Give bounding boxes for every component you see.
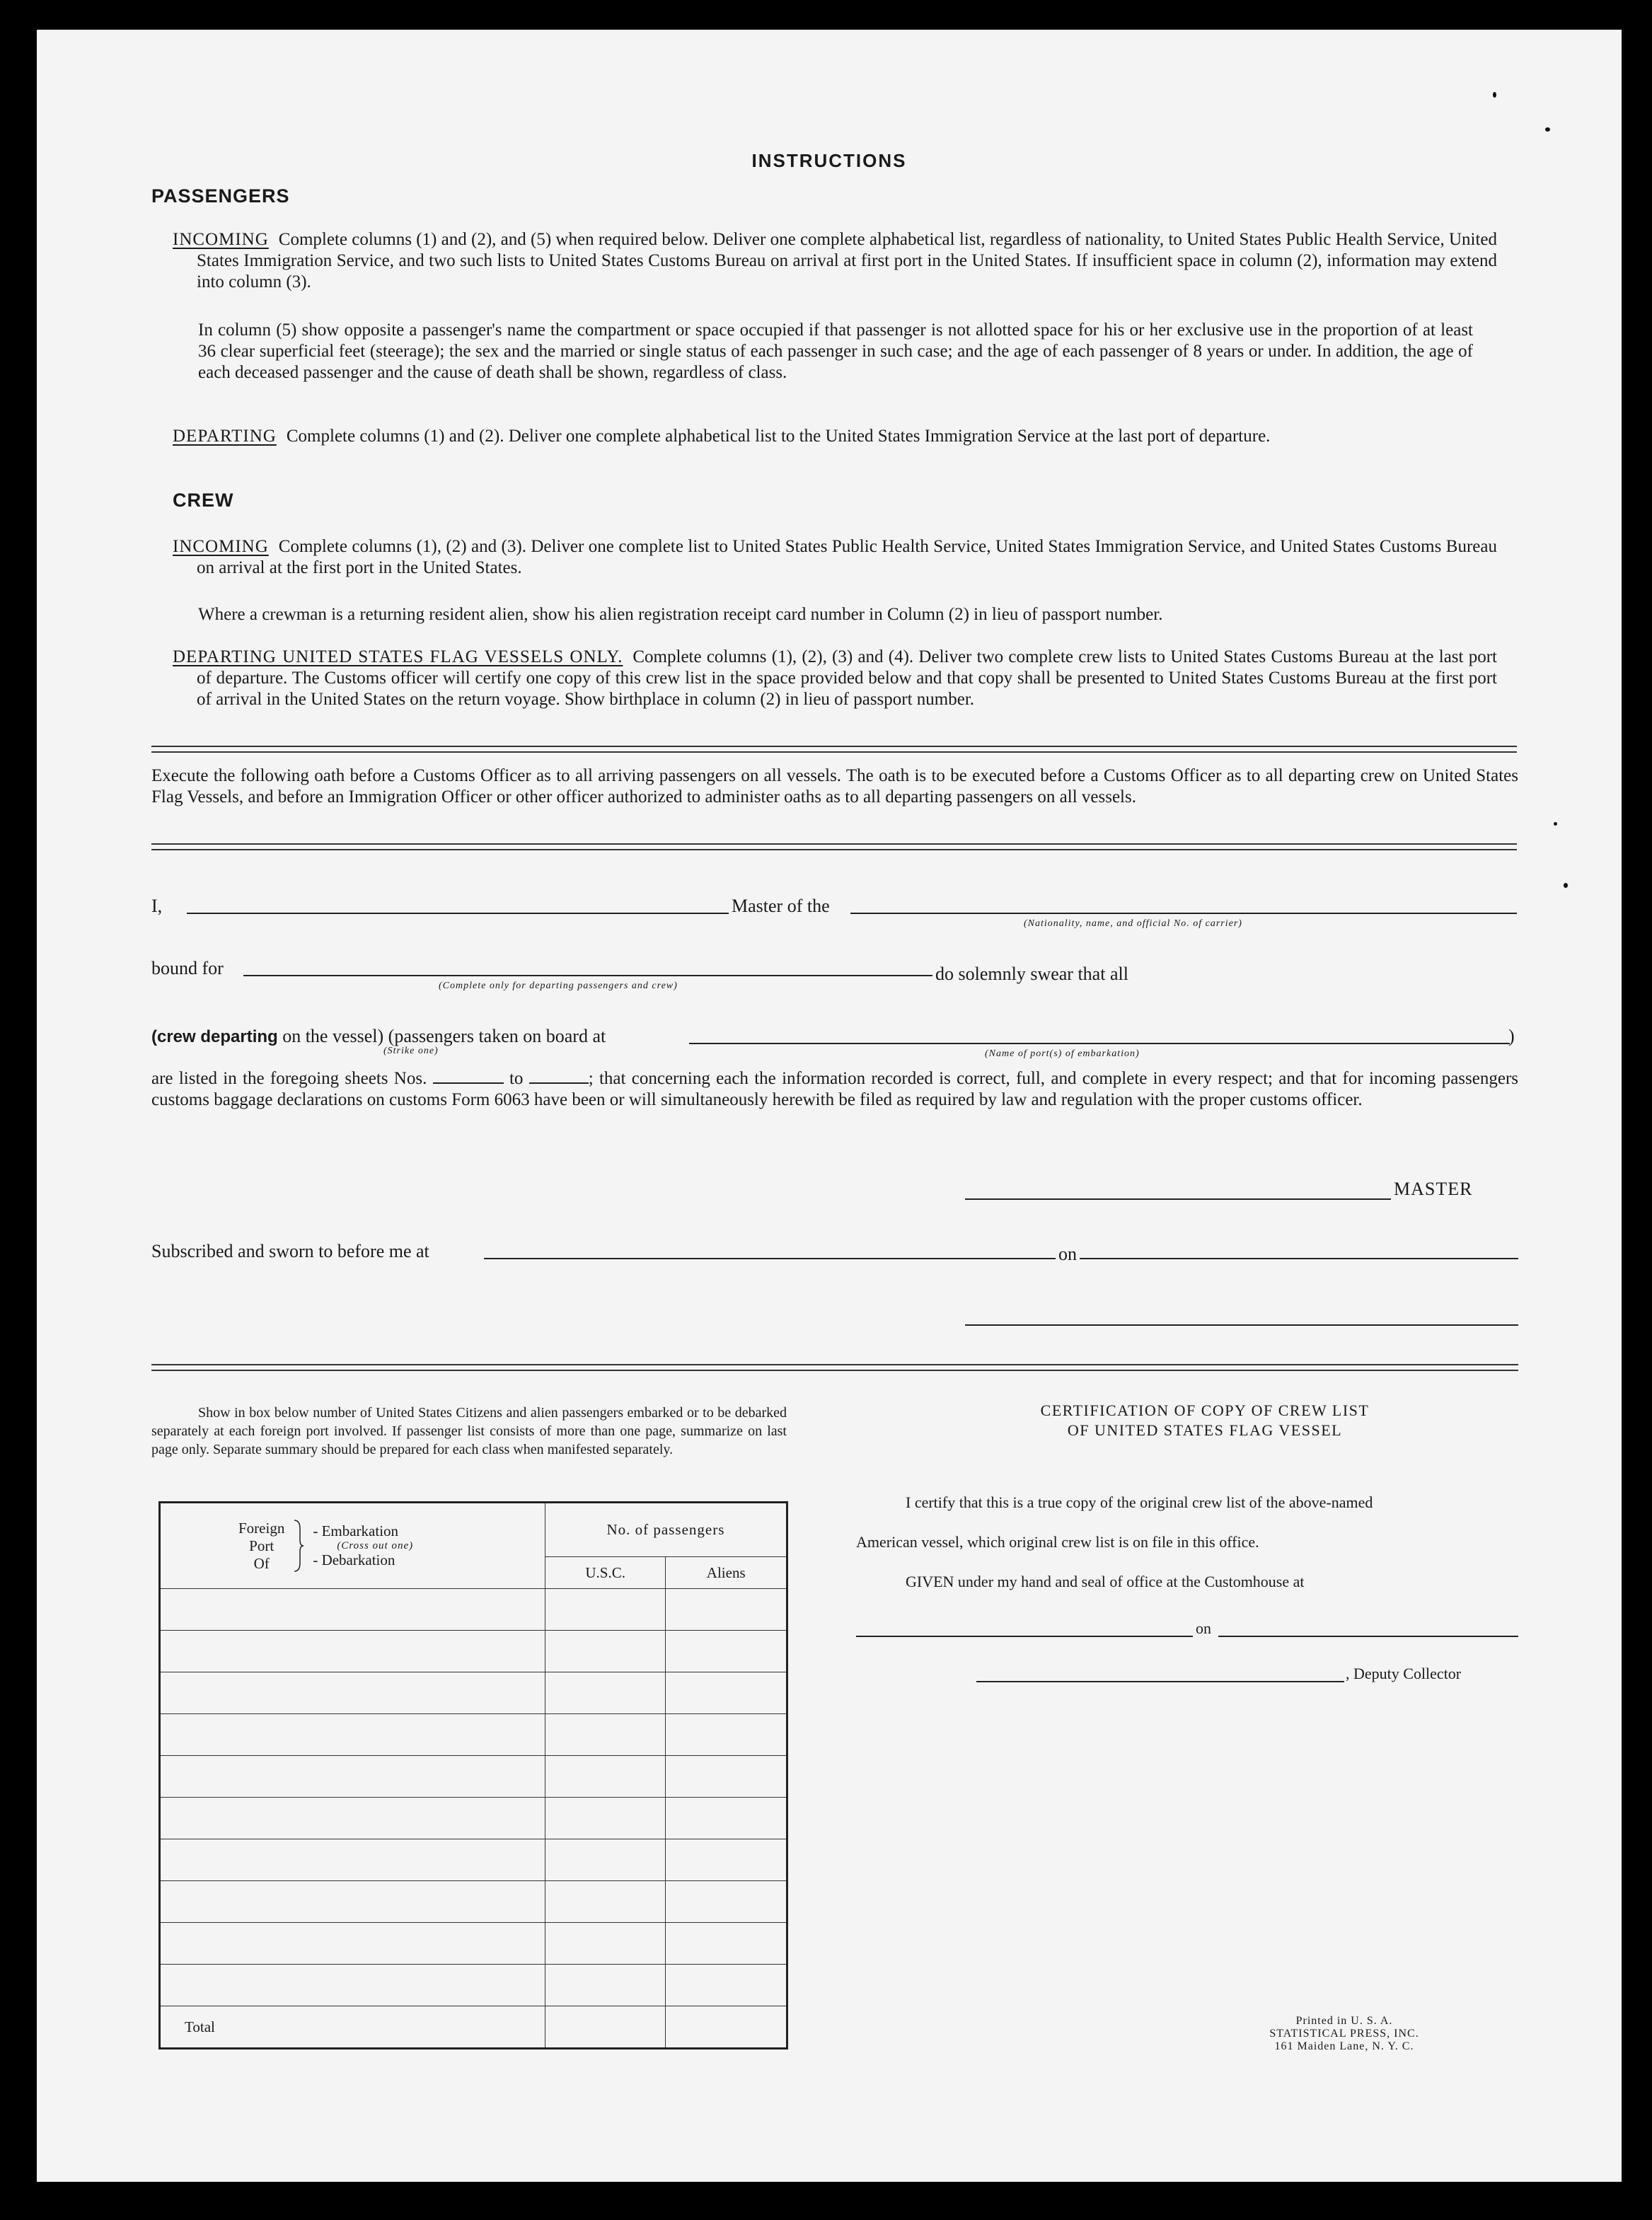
crew-passengers-line [151, 1026, 606, 1047]
oath-instructions-paragraph: Execute the following oath before a Customs Officer as to all arriving passengers on all vessels. The oath is to be executed before a Customs Officer as to all departing crew on United States Flag Vessels, and before an Immigration Officer or other officer authorized to administer oaths as to all departing passengers on all vessels. [151, 766, 1518, 807]
nationality-note: (Nationality, name, and official No. of carrier) [1024, 918, 1242, 929]
form-page [37, 30, 1622, 2182]
i-label: I, [151, 896, 163, 916]
debarkation-option[interactable]: - Debarkation [313, 1551, 395, 1568]
crew-incoming-label: INCOMING [173, 537, 269, 556]
departing-text: Complete columns (1) and (2). Deliver one complete alphabetical list to the United States Immigration Service at the last port of departure. [286, 427, 1271, 446]
swear-label: do solemnly swear that all [935, 964, 1128, 984]
departing-label: DEPARTING [173, 427, 277, 446]
aliens-cell[interactable] [666, 1714, 787, 1756]
listed-paragraph [151, 1068, 1518, 1111]
given-line: GIVEN under my hand and seal of office at the Customhouse at [906, 1573, 1305, 1590]
table-row [160, 1839, 787, 1881]
sheet-to-field[interactable] [529, 1082, 589, 1084]
usc-cell[interactable] [545, 1839, 666, 1881]
flag-vessels-label: DEPARTING UNITED STATES FLAG VESSELS ONLY. [173, 647, 623, 666]
vessel-field[interactable] [850, 913, 1517, 914]
crew-heading: CREW [173, 490, 234, 511]
table-row [160, 1965, 787, 2006]
no-of-passengers-header: No. of passengers [545, 1503, 787, 1557]
usc-header: U.S.C. [545, 1557, 666, 1589]
certification-title [893, 1401, 1517, 1440]
table-row [160, 1672, 787, 1714]
aliens-cell[interactable] [666, 1965, 787, 2006]
flag-vessels-text: Complete columns (1), (2), (3) and (4). Deliver two complete crew lists to United States Customs Bureau at the last port of departure. The Customs officer will certify one copy of this crew list in the space provided below and that copy shall be presented to United States Customs Bureau at the first port of arrival in the United States on the return voyage. Show birthplace in column (2) in lieu of passport number. [197, 647, 1497, 709]
cert-title-line2: OF UNITED STATES FLAG VESSEL [1067, 1421, 1343, 1439]
aliens-cell[interactable] [666, 1798, 787, 1839]
scan-speck [1554, 822, 1557, 826]
port-word: Port [249, 1537, 275, 1554]
aliens-total-cell[interactable] [666, 2006, 787, 2049]
port-header-cell [160, 1503, 545, 1589]
usc-cell[interactable] [545, 1589, 666, 1631]
port-cell[interactable] [160, 1923, 545, 1965]
incoming-label: INCOMING [173, 230, 269, 249]
passengers-heading: PASSENGERS [151, 185, 290, 207]
divider-rule [151, 843, 1517, 850]
close-paren: ) [1508, 1026, 1515, 1046]
passengers-taken-option[interactable]: (passengers taken on board at [388, 1026, 606, 1046]
on-label: on [1058, 1244, 1077, 1264]
usc-cell[interactable] [545, 1965, 666, 2006]
port-cell[interactable] [160, 1839, 545, 1881]
incoming-text: Complete columns (1) and (2), and (5) when required below. Deliver one complete alphabetical list, regardless of nationality, to United States Public Health Service, United States Immigration Service, and two such lists to United States Customs Bureau on arrival at first port in the United States. If insufficient space in column (2), information may extend into column (3). [197, 230, 1497, 291]
passenger-summary-table [158, 1501, 788, 2050]
embarkation-ports-field[interactable] [689, 1043, 1510, 1044]
flag-vessels-paragraph [173, 647, 1497, 710]
aliens-cell[interactable] [666, 1672, 787, 1714]
table-row [160, 1881, 787, 1923]
embarkation-option[interactable]: - Embarkation [313, 1522, 399, 1539]
master-label: MASTER [1394, 1179, 1473, 1199]
scan-speck [1564, 883, 1568, 888]
summary-note: Show in box below number of United States Citizens and alien passengers embarked or to be debarked separately at each foreign port involved. If passenger list consists of more than one page, summarize on last page only. Separate summary should be prepared for each class when manifested separately. [151, 1405, 787, 1457]
usc-total-cell[interactable] [545, 2006, 666, 2049]
aliens-cell[interactable] [666, 1923, 787, 1965]
customhouse-field[interactable] [856, 1636, 1193, 1637]
aliens-cell[interactable] [666, 1589, 787, 1631]
port-cell[interactable] [160, 1714, 545, 1756]
strike-one-note: (Strike one) [383, 1046, 439, 1056]
crew-departing-option[interactable]: (crew departing [151, 1027, 278, 1046]
port-cell[interactable] [160, 1798, 545, 1839]
master-name-field[interactable] [187, 913, 729, 914]
instructions-title: INSTRUCTIONS [751, 150, 907, 171]
total-row [160, 2006, 787, 2049]
cert-title-line1: CERTIFICATION OF COPY OF CREW LIST [1040, 1401, 1370, 1419]
complete-only-note: (Complete only for departing passengers and crew) [439, 981, 678, 991]
name-of-port-note: (Name of port(s) of embarkation) [985, 1048, 1140, 1059]
passengers-departing-paragraph [173, 426, 1497, 447]
usc-cell[interactable] [545, 1631, 666, 1672]
aliens-cell[interactable] [666, 1631, 787, 1672]
aliens-header: Aliens [666, 1557, 787, 1589]
port-cell[interactable] [160, 1589, 545, 1631]
scan-speck [1493, 92, 1496, 98]
port-cell[interactable] [160, 1965, 545, 2006]
foreign-port-of-label [238, 1520, 284, 1573]
column5-paragraph: In column (5) show opposite a passenger's name the compartment or space occupied if that passenger is not allotted space for his or her exclusive use in the proportion of at least 36 clear superficial feet (steerage); the sex and the married or single status of each passenger in such case; and the age of each passenger of 8 years or under. In addition, the age of each deceased passenger and the cause of death shall be shown, regardless of class. [198, 320, 1473, 382]
usc-cell[interactable] [545, 1798, 666, 1839]
printer-imprint [1245, 2015, 1443, 2053]
table-row [160, 1589, 787, 1631]
sworn-at-field[interactable] [484, 1258, 1056, 1259]
printer-line2: STATISTICAL PRESS, INC. [1269, 2028, 1419, 2040]
sheet-from-field[interactable] [433, 1082, 504, 1084]
crew-incoming-paragraph [173, 536, 1497, 579]
aliens-cell[interactable] [666, 1756, 787, 1798]
table-row [160, 1923, 787, 1965]
usc-cell[interactable] [545, 1756, 666, 1798]
aliens-cell[interactable] [666, 1839, 787, 1881]
cert-on-label: on [1196, 1619, 1211, 1637]
certify-line2: American vessel, which original crew list is on file in this office. [856, 1533, 1259, 1551]
port-cell[interactable] [160, 1881, 545, 1923]
printer-line1: Printed in U. S. A. [1295, 2015, 1393, 2027]
total-label: Total [160, 2006, 545, 2049]
printer-line3: 161 Maiden Lane, N. Y. C. [1274, 2040, 1414, 2052]
cert-date-field[interactable] [1218, 1636, 1518, 1637]
passengers-incoming-paragraph [173, 229, 1497, 293]
listed-text-end: ; that concerning each the information recorded is correct, full, and complete in every respect; and that for incoming passengers customs baggage declarations on customs Form 6063 have been or will simultaneously herewith be filed as required by law and regulation with the proper customs officer. [151, 1069, 1518, 1109]
bound-for-label: bound for [151, 958, 224, 978]
port-cell[interactable] [160, 1631, 545, 1672]
table-row [160, 1756, 787, 1798]
divider-rule [151, 1364, 1518, 1371]
crewman-paragraph: Where a crewman is a returning resident alien, show his alien registration receipt card number in Column (2) in lieu of passport number. [198, 605, 1163, 624]
officer-signature-field[interactable] [965, 1324, 1518, 1326]
master-of-label: Master of the [732, 896, 830, 916]
brace-icon [293, 1519, 304, 1573]
table-row [160, 1714, 787, 1756]
deputy-signature-field[interactable] [976, 1681, 1344, 1682]
port-cell[interactable] [160, 1756, 545, 1798]
cross-out-note: (Cross out one) [337, 1540, 414, 1551]
scan-speck [1545, 127, 1550, 132]
usc-cell[interactable] [545, 1714, 666, 1756]
sworn-date-field[interactable] [1080, 1258, 1518, 1259]
aliens-cell[interactable] [666, 1881, 787, 1923]
master-signature-field[interactable] [965, 1198, 1391, 1200]
deputy-collector-label: , Deputy Collector [1346, 1665, 1462, 1682]
table-row [160, 1631, 787, 1672]
table-row [160, 1798, 787, 1839]
port-cell[interactable] [160, 1672, 545, 1714]
listed-text-start: are listed in the foregoing sheets Nos. [151, 1069, 427, 1088]
bound-for-field[interactable] [243, 975, 932, 976]
certify-line1: I certify that this is a true copy of the original crew list of the above-named [906, 1493, 1373, 1511]
on-the-vessel-text: on the vessel) [282, 1026, 384, 1046]
subscribed-label: Subscribed and sworn to before me at [151, 1241, 429, 1261]
usc-cell[interactable] [545, 1672, 666, 1714]
divider-rule [151, 746, 1517, 753]
listed-to-label: to [509, 1069, 524, 1088]
of-word: Of [253, 1554, 270, 1572]
usc-cell[interactable] [545, 1881, 666, 1923]
foreign-word: Foreign [238, 1519, 285, 1537]
usc-cell[interactable] [545, 1923, 666, 1965]
crew-incoming-text: Complete columns (1), (2) and (3). Deliver one complete list to United States Public Health Service, United States Immigration Service, and United States Customs Bureau on arrival at the first port in the United States. [197, 537, 1497, 577]
